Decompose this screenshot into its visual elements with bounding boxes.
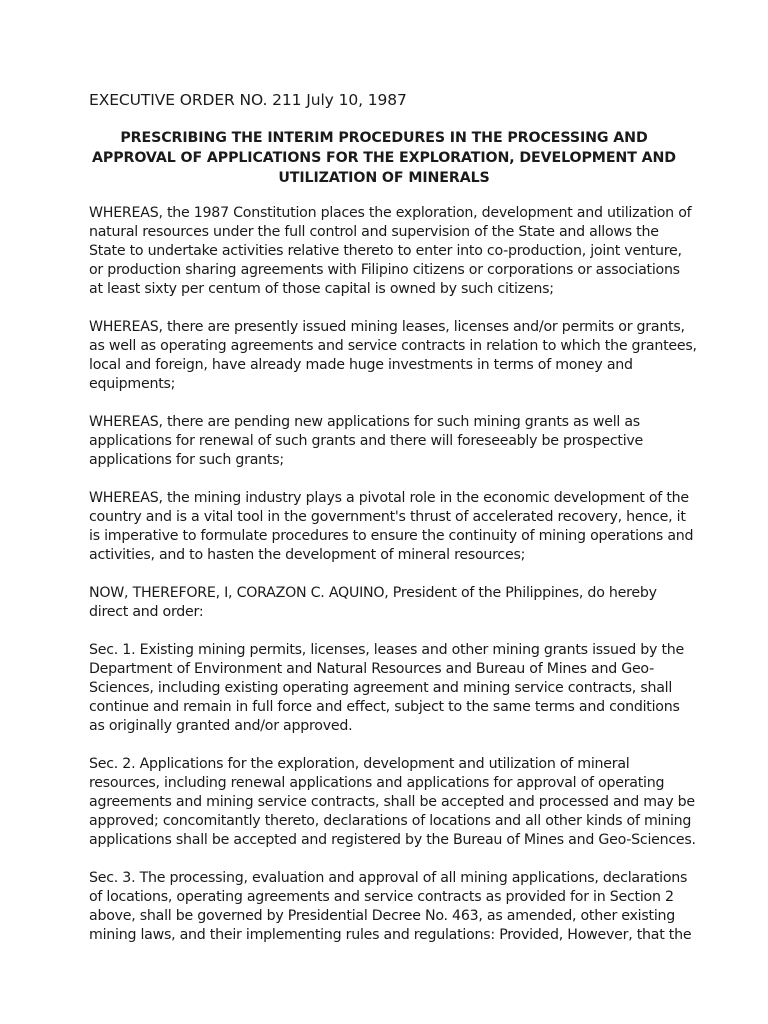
text-line: State to undertake activities relative thereto to enter into co-production, joint venture, [89,243,682,259]
text-line: approved; concomitantly thereto, declarations of locations and all other kinds of mining [89,813,692,829]
text-line: Department of Environment and Natural Resources and Bureau of Mines and Geo- [89,661,655,677]
section-3-paragraph [89,869,692,945]
text-line: natural resources under the full control and supervision of the State and allows the [89,224,659,240]
text-line: NOW, THEREFORE, I, CORAZON C. AQUINO, President of the Philippines, do hereby [89,585,657,601]
text-line: Sciences, including existing operating agreement and mining service contracts, shall [89,680,673,696]
order-title-line: APPROVAL OF APPLICATIONS FOR THE EXPLORATION, DEVELOPMENT AND [92,150,676,166]
text-line: as originally granted and/or approved. [89,718,353,734]
text-line: activities, and to hasten the development of mineral resources; [89,547,526,563]
text-line: continue and remain in full force and effect, subject to the same terms and conditions [89,699,680,715]
text-line: applications for such grants; [89,452,284,468]
text-line: direct and order: [89,604,204,620]
text-line: WHEREAS, the mining industry plays a pivotal role in the economic development of the [89,490,689,506]
whereas-paragraph-constitution [89,204,692,299]
whereas-paragraph-mining-industry [89,489,694,565]
text-line: WHEREAS, there are presently issued mining leases, licenses and/or permits or grants, [89,319,685,335]
whereas-paragraph-pending-applications [89,413,689,470]
text-line: Sec. 3. The processing, evaluation and approval of all mining applications, declarations [89,870,688,886]
section-2-paragraph [89,755,696,850]
text-line: local and foreign, have already made huge investments in terms of money and [89,357,633,373]
text-line: is imperative to formulate procedures to ensure the continuity of mining operations and [89,528,694,544]
now-therefore-paragraph [89,584,689,622]
text-line: country and is a vital tool in the government's thrust of accelerated recovery, hence, it [89,509,686,525]
section-1-paragraph [89,641,689,736]
order-title [84,128,684,188]
order-title-line: PRESCRIBING THE INTERIM PROCEDURES IN THE PROCESSING AND [120,130,648,146]
text-line: or production sharing agreements with Filipino citizens or corporations or associations [89,262,680,278]
text-line: resources, including renewal applications and applications for approval of operating [89,775,665,791]
text-line: applications shall be accepted and registered by the Bureau of Mines and Geo-Sciences. [89,832,696,848]
text-line: at least sixty per centum of those capital is owned by such citizens; [89,281,554,297]
text-line: Sec. 1. Existing mining permits, licenses, leases and other mining grants issued by the [89,642,684,658]
text-line: as well as operating agreements and service contracts in relation to which the grantees, [89,338,697,354]
whereas-paragraph-existing-grants [89,318,697,394]
text-line: WHEREAS, the 1987 Constitution places the exploration, development and utilization of [89,205,692,221]
text-line: mining laws, and their implementing rules and regulations: Provided, However, that the [89,927,692,943]
order-title-line: UTILIZATION OF MINERALS [278,170,490,186]
text-line: Sec. 2. Applications for the exploration, development and utilization of mineral [89,756,630,772]
text-line: agreements and mining service contracts, shall be accepted and processed and may be [89,794,695,810]
text-line: of locations, operating agreements and service contracts as provided for in Section 2 [89,889,674,905]
text-line: equipments; [89,376,176,392]
text-line: above, shall be governed by Presidential Decree No. 463, as amended, other existing [89,908,676,924]
executive-order-heading: EXECUTIVE ORDER NO. 211 July 10, 1987 [89,91,407,109]
document-body [89,204,697,964]
text-line: WHEREAS, there are pending new applications for such mining grants as well as [89,414,640,430]
text-line: applications for renewal of such grants and there will foreseeably be prospective [89,433,644,449]
